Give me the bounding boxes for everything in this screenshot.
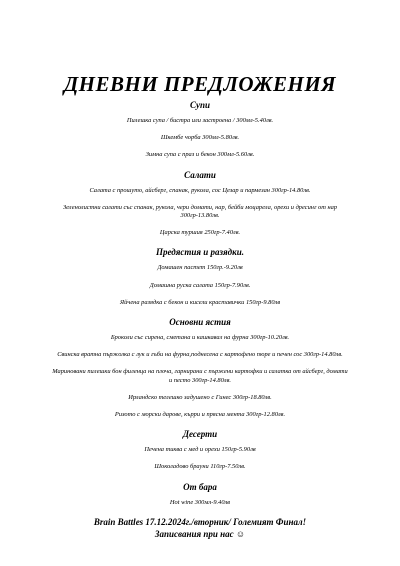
section-title: Десерти xyxy=(182,429,218,440)
menu-item: Салата с прошуто, айсберг, спанак, рукола, сос Цезар и пармезан 300гр-14.80лв. xyxy=(89,186,311,194)
promo-event-line: Brain Battles 17.12.2024г./вторник/ Големият Финал! xyxy=(93,516,307,527)
menu-item: Hot wine 300мл-9.40лв xyxy=(169,498,231,506)
section-desserts xyxy=(0,428,400,471)
menu-item: Домашен пастет 150гр.-9.20лв xyxy=(157,264,243,272)
section-starters xyxy=(0,246,400,307)
menu-item: Пилешка супа / бистра или застроена / 300мл-5.40лв. xyxy=(126,117,274,124)
section-title: От бара xyxy=(183,481,217,492)
menu-item: Ризото с морски дарове, кърри и прясна мента 300гр-12.80лв. xyxy=(114,411,286,419)
menu-item: Мариновани пилешки бон филенца на плоча, гарнирани с пържени картофки и салатка от айсберг, домати и песто 300гр-14.80лв. xyxy=(52,368,348,384)
menu-item: Шкембе чорба 300мл-5.80лв. xyxy=(160,134,240,142)
section-title: Супи xyxy=(189,100,210,110)
menu-item: Ирландско телешко задушено с Гинес 300гр-18.80лв. xyxy=(128,393,272,401)
menu-item: Печена тиква с мед и орехи 150гр-5.90лв xyxy=(144,446,256,454)
section-title: Основни ястия xyxy=(169,317,231,328)
menu-item: Яйчена разядка с бекон и кисели краставички 150гр-9.80лв xyxy=(119,298,281,306)
menu-item: Свинска вратна пържолка с лук и гъби на фурна,поднесена с картофено пюре и печен сос 300гр-14.80лв. xyxy=(57,351,343,359)
section-soups xyxy=(0,99,400,160)
smiley-icon: ☺ xyxy=(235,528,246,539)
menu-item: Зимна супа с праз и бекон 300мл-5.60лв. xyxy=(145,151,255,159)
section-bar xyxy=(0,481,400,507)
promo-signup-line xyxy=(0,528,400,540)
menu-item: Зеленолистни салати със спанак, рукола, чери домати, нар, бейби моцарела, орехи и дресинг от нар 300гр-13.80лв. xyxy=(62,203,338,220)
section-title: Предястия и разядки. xyxy=(156,247,244,258)
menu-item: Домашна руска салата 150гр-7.90лв. xyxy=(149,281,251,289)
section-title: Салати xyxy=(184,169,216,180)
menu-content xyxy=(0,99,400,540)
promo-block xyxy=(0,516,400,540)
promo-signup-text: Записвания при нас xyxy=(154,528,234,539)
section-salads xyxy=(0,169,400,238)
section-mains xyxy=(0,316,400,419)
menu-item: Шоколадово брауни 110гр-7.50лв. xyxy=(154,463,246,471)
menu-item: Броколи със сирена, сметана и кашкавал на фурна 300гр-10.20лв. xyxy=(110,334,290,342)
page-title: ДНЕВНИ ПРЕДЛОЖЕНИЯ xyxy=(63,72,337,96)
menu-item: Царска туршия 250гр-7.40лв. xyxy=(159,229,241,237)
